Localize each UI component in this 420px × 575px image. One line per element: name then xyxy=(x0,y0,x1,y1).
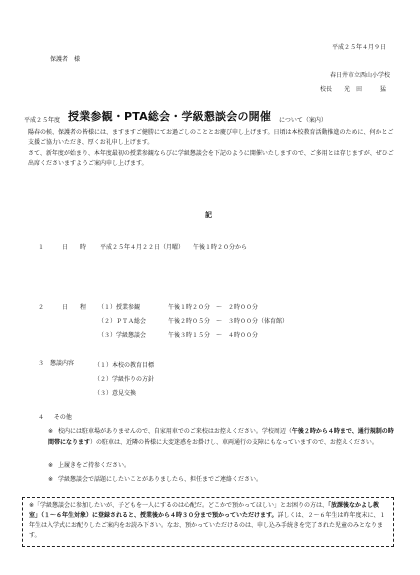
title-tail: について（案内） xyxy=(279,117,327,124)
other-note-3 xyxy=(48,474,398,485)
schedule-time: 午後３時１５分 ～ ４時００分 xyxy=(168,332,259,339)
note-1-emphasis: 午後２時から４時まで、通行規制の時間帯になります xyxy=(48,428,394,446)
topic-item: （１）本校の教育目標 xyxy=(94,362,155,369)
after-school-notice-box xyxy=(22,497,394,547)
section-4-label: その他 xyxy=(53,414,72,421)
ki-heading: 記 xyxy=(205,211,212,219)
title-era: 平成２５年度 xyxy=(24,117,61,124)
schedule-name: （３）学級懇談会 xyxy=(98,332,147,339)
notebox-emphasis: 「放課後なかよし教室」（１～６年生対象）に登録されると、授業後から４時３０分まで預かっていただけます。 xyxy=(29,502,380,519)
section-4-number xyxy=(38,414,72,422)
asterisk-icon: ※ xyxy=(48,476,54,483)
notebox-part-c: 詳しくは、２～６年生は昨年度末に、１年生は入学式にお配りしたご案内をお読み下さい。なお、預かっていただけるのは、申し込み手続きを完了された児童のみとなります。 xyxy=(29,512,386,539)
notebox-part-a: 「学級懇談会に参加したいが、子どもを一人にするのは心配だ。どこかで預かってほしい」とお困りの方は、 xyxy=(34,502,329,509)
principal-name: 校長 光 田 猛 xyxy=(319,86,386,93)
schedule-time: 午後２時０５分 ～ ３時００分（体育館） xyxy=(168,318,289,325)
section-2-label: 日 程 xyxy=(62,304,87,311)
school-name: 春日井市立西山小学校 xyxy=(329,72,390,79)
topic-item: （３）意見交換 xyxy=(94,390,137,397)
note-1-part-a: 校内には駐車場がありませんので、自家用車でのご来校はお控えください。学校周辺（ xyxy=(58,428,292,435)
recipient: 保護者 様 xyxy=(50,56,81,63)
section-4-num: ４ xyxy=(38,414,45,421)
title-main: 授業参観・PTA総会・学級懇談会の開催 xyxy=(68,110,272,123)
section-1-label: 日 時 xyxy=(62,244,87,251)
schedule-name: （１）授業参観 xyxy=(98,304,141,311)
section-3-number: ３ xyxy=(38,360,45,367)
other-note-2 xyxy=(48,460,398,471)
section-3-label: 懇談内容 xyxy=(50,360,75,367)
section-1-value: 平成２５年４月２２日（月曜） 午後１時２０分から xyxy=(100,244,248,251)
document-title xyxy=(24,108,327,124)
note-2-text: 上履きをご持参ください。 xyxy=(58,462,131,469)
schedule-time: 午後１時２０分 ～ ２時００分 xyxy=(168,304,259,311)
asterisk-icon: ※ xyxy=(48,428,54,435)
asterisk-icon: ※ xyxy=(48,462,54,469)
section-2-number: ２ xyxy=(38,304,45,311)
asterisk-icon: ※ xyxy=(29,502,35,509)
schedule-name: （２）ＰＴＡ総会 xyxy=(98,318,147,325)
section-1-number: １ xyxy=(38,244,45,251)
greeting-paragraph-2: さて、新年度が始まり、本年度最初の授業参観ならびに学級懇談会を下記のように開催いたしますので、ご多用とは存じますが、ぜひご出席くださいますようご案内申し上げます。 xyxy=(28,150,394,167)
note-1-part-c: ）の駐車は、近隣の皆様に大変迷惑をお掛けし、車両通行の支障にもなっていますので、お控えください。 xyxy=(90,439,378,446)
greeting-paragraph-1: 陽春の候、保護者の皆様には、ますますご健勝にてお過ごしのこととお慶び申し上げます。日頃は本校教育活動推進のために、何かとご支援ご協力いただき、厚くお礼申し上げます。 xyxy=(28,129,394,146)
topic-item: （２）学級作りの方針 xyxy=(94,376,155,383)
other-note-1 xyxy=(48,426,398,448)
greeting-body xyxy=(28,128,398,170)
date: 平成２５年４月９日 xyxy=(331,44,386,51)
note-3-text: 学級懇談会で話題にしたいことがありましたら、担任までご連絡ください。 xyxy=(58,476,263,483)
